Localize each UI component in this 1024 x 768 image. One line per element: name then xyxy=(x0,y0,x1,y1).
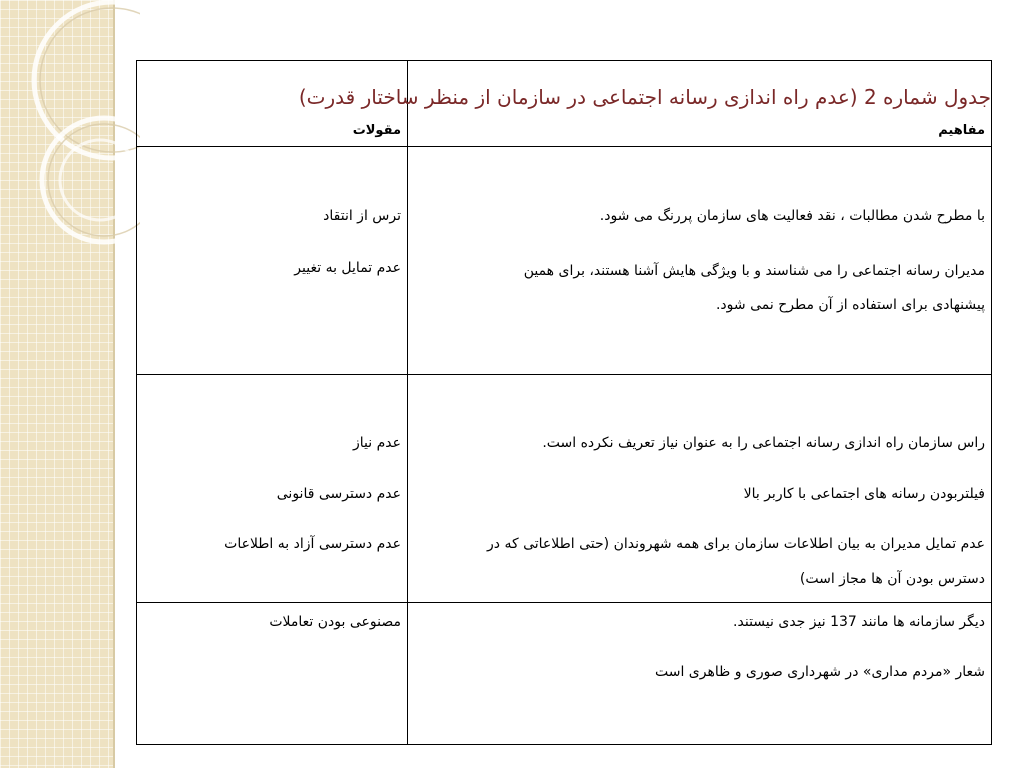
categories-cell xyxy=(137,375,408,603)
category-label: ترس از انتقاد xyxy=(323,208,401,224)
concept-line: راس سازمان راه اندازی رسانه اجتماعی را به عنوان نیاز تعریف نکرده است. xyxy=(542,435,985,451)
category-label: مصنوعی بودن تعاملات xyxy=(269,614,401,630)
category-label: عدم دسترسی آزاد به اطلاعات xyxy=(224,536,401,552)
table-row xyxy=(137,603,992,745)
concept-line: پیشنهادی برای استفاده از آن مطرح نمی شود. xyxy=(715,297,985,313)
concept-line: عدم تمایل مدیران به بیان اطلاعات سازمان برای همه شهروندان (حتی اطلاعاتی که در xyxy=(487,536,985,552)
concepts-table xyxy=(136,60,992,745)
header-categories-cell xyxy=(137,61,408,147)
table-row xyxy=(137,147,992,375)
category-label: عدم تمایل به تغییر xyxy=(294,260,401,276)
category-label: عدم دسترسی قانونی xyxy=(276,486,401,502)
column-header-categories: مقولات xyxy=(352,123,401,138)
decorative-circles xyxy=(0,0,140,768)
concepts-cell xyxy=(408,147,992,375)
concepts-cell xyxy=(408,375,992,603)
table-row xyxy=(137,375,992,603)
concept-line: با مطرح شدن مطالبات ، نقد فعالیت های سازمان پررنگ می شود. xyxy=(599,208,985,224)
table-title: جدول شماره 2 (عدم راه اندازی رسانه اجتماعی در سازمان از منظر ساختار قدرت) xyxy=(298,85,991,109)
table-header-row xyxy=(137,61,992,147)
categories-cell xyxy=(137,603,408,745)
categories-cell xyxy=(137,147,408,375)
column-header-concepts: مفاهیم xyxy=(938,123,985,138)
concept-line: دسترس بودن آن ها مجاز است) xyxy=(799,571,985,587)
concepts-cell xyxy=(408,603,992,745)
concept-line: دیگر سازمانه ها مانند 137 نیز جدی نیستند. xyxy=(733,614,985,630)
concept-line: مدیران رسانه اجتماعی را می شناسند و با ویژگی هایش آشنا هستند، برای همین xyxy=(523,263,985,279)
concept-line: شعار «مردم مداری» در شهرداری صوری و ظاهری است xyxy=(654,664,985,680)
category-label: عدم نیاز xyxy=(353,435,401,451)
concept-line: فیلتربودن رسانه های اجتماعی با کاربر بالا xyxy=(743,486,985,502)
